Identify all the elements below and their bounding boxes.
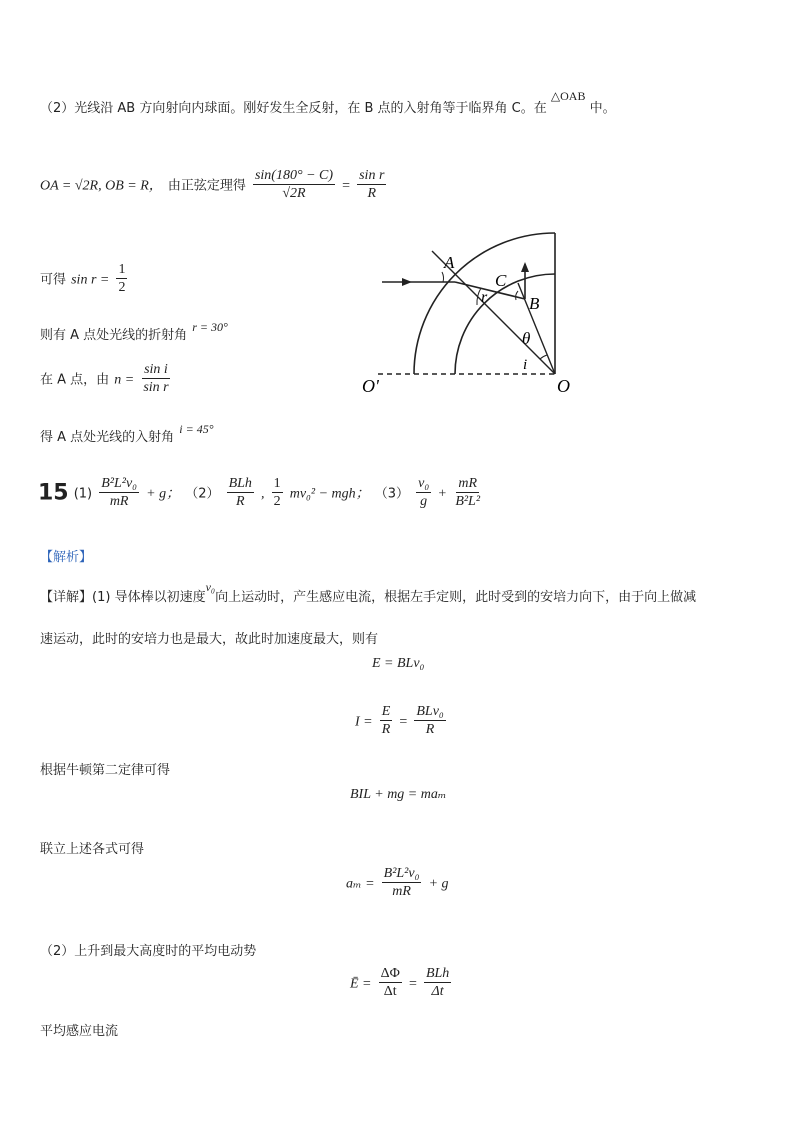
sine-law-frac-right: $\frac{\text{sin r}}{R}$ (359, 168, 385, 202)
reflected-arrowhead (521, 262, 529, 272)
sine-law-line: OA = √2R, OB = R， 由正弦定理得 $\frac{\sin(180^\circ - C)}{√2R}$ = $\frac{\text{sin r}}{R}$ (40, 168, 385, 202)
incidence-angle-line: $_{得 A 点处光线的入射角}$ i = 45° (40, 422, 214, 445)
sine-law-frac-left: $\frac{\sin(180^\circ - C)}{√2R}$ (254, 168, 334, 202)
angle-i-at-O (540, 355, 547, 359)
sin-r-line: 可得 sin r = $\frac{1}{2}$ (40, 262, 126, 296)
label-Oprime: O' (362, 376, 379, 396)
detail-line-1: 【详解】(1) 导体棒以初速度v₀向上运动时，产生感应电流，根据左手定则，此时受到的安培力向下，由于向上做减 (40, 580, 697, 605)
eq-emf: E = BLv₀ (372, 656, 425, 671)
detail-line-2: 速运动，此时的安培力也是最大，故此时加速度最大，则有 (40, 632, 379, 647)
index-line: 在 A 点，由 n = $\frac{\text{sin i}}{\text{sin r}}$ (40, 362, 169, 396)
label-A: A (444, 253, 455, 272)
label-r: r (481, 289, 488, 306)
refracted-ray (455, 282, 525, 299)
q15-answer-line: 15 (1) $\frac{\text{B²L²v₀}}{mR}$ + g； （2） $\frac{\text{BLh}}{R}$ , $\frac{1}{2}$ mv₀² − mgh； （3） $\frac{\text{v₀}}{g}$ + $\frac{mR}{\text{B²L²}}$ (38, 476, 481, 510)
angle-C-arc (516, 291, 518, 300)
combine-text: 联立上述各式可得 (40, 842, 145, 857)
eq-average-emf: Ē = $\frac{\Delta\Phi}{\Delta t}$ = $\frac{\text{BLh}}{\Delta t}$ (350, 966, 450, 1000)
newton-text: 根据牛顿第二定律可得 (40, 763, 171, 778)
question-number: 15 (38, 480, 69, 506)
eq-newton: BIL + mg = maₘ (350, 787, 447, 802)
label-theta: θ (522, 329, 531, 348)
eq-acceleration: aₘ = $\frac{\text{B²L²v₀}}{mR}$ + g (346, 866, 449, 900)
optics-diagram (350, 228, 570, 400)
angle-i-at-A (442, 272, 443, 282)
avg-current-text: 平均感应电流 (40, 1024, 119, 1039)
eq-current: I = $\frac{E}{R}$ = $\frac{\text{BLv₀}}{R}$ (355, 704, 444, 738)
analysis-heading: 【解析】 (40, 550, 93, 565)
label-O: O (557, 376, 570, 396)
refraction-angle-line: $_{则有 A 点处光线的折射角}$ r = 30° (40, 320, 228, 343)
label-B: B (529, 294, 540, 313)
part2-line1: （2）光线沿 AB 方向射向内球面。刚好发生全反射，在 B 点的入射角等于临界角 C。在 △OAB 中。 (40, 89, 616, 116)
triangle-oab: △OAB (550, 89, 586, 103)
ray-arrowhead (402, 278, 412, 286)
part2-emf-text: （2）上升到最大高度时的平均电动势 (40, 944, 257, 959)
label-C: C (495, 271, 507, 290)
label-i: i (523, 357, 528, 373)
